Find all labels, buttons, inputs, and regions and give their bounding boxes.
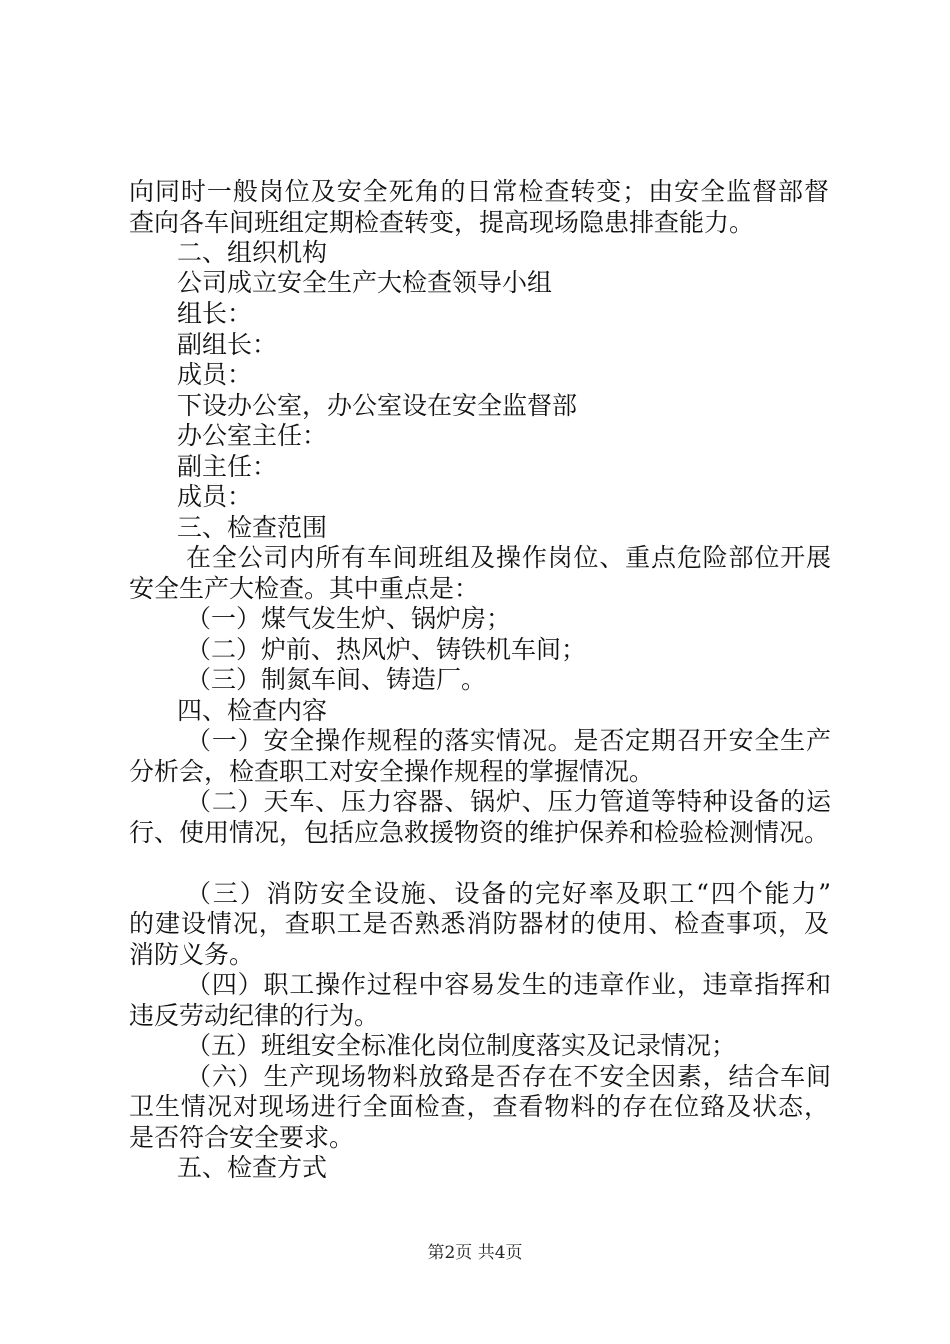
form-field-label: 成员： [177, 482, 253, 511]
paragraph-line: （六）生产现场物料放臵是否存在不安全因素，结合车间 [186, 1062, 831, 1091]
section-heading: 五、检查方式 [177, 1153, 328, 1182]
page-number-footer: 第2页 共4页 [427, 1243, 523, 1263]
section-heading: 三、检查范围 [177, 513, 328, 542]
section-heading: 二、组织机构 [177, 238, 328, 267]
form-field-label: 办公室主任： [177, 421, 328, 450]
paragraph-line: 在全公司内所有车间班组及操作岗位、重点危险部位开展 [186, 543, 831, 572]
form-field-label: 副组长： [177, 330, 278, 359]
paragraph-line: （四）职工操作过程中容易发生的违章作业，违章指挥和 [186, 970, 831, 999]
paragraph-line: （二）天车、压力容器、锅炉、压力管道等特种设备的运 [186, 787, 831, 816]
paragraph-line: （一）安全操作规程的落实情况。是否定期召开安全生产 [186, 726, 831, 755]
paragraph-line: 行、使用情况，包括应急救援物资的维护保养和检验检测情况。 [129, 818, 830, 847]
paragraph-line: 公司成立安全生产大检查领导小组 [177, 268, 553, 297]
paragraph-line: 查向各车间班组定期检查转变，提高现场隐患排查能力。 [129, 208, 755, 237]
paragraph-line: 是否符合安全要求。 [129, 1123, 355, 1152]
paragraph-line: 下设办公室，办公室设在安全监督部 [177, 391, 578, 420]
paragraph-line: （五）班组安全标准化岗位制度落实及记录情况； [186, 1031, 737, 1060]
form-field-label: 成员： [177, 360, 253, 389]
paragraph-line: 消防义务。 [129, 940, 255, 969]
paragraph-line: 的建设情况，查职工是否熟悉消防器材的使用、检查事项，及 [129, 909, 829, 938]
paragraph-line: 向同时一般岗位及安全死角的日常检查转变；由安全监督部督 [129, 177, 829, 206]
paragraph-line: （三）消防安全设施、设备的完好率及职工“四个能力” [186, 879, 831, 908]
list-item: （二）炉前、热风炉、铸铁机车间； [186, 635, 587, 664]
paragraph-line: 卫生情况对现场进行全面检查，查看物料的存在位臵及状态， [129, 1092, 829, 1121]
paragraph-line: 安全生产大检查。其中重点是： [129, 574, 480, 603]
form-field-label: 组长： [177, 299, 253, 328]
form-field-label: 副主任： [177, 452, 278, 481]
list-item: （三）制氮车间、铸造厂。 [186, 665, 487, 694]
list-item: （一）煤气发生炉、锅炉房； [186, 604, 512, 633]
paragraph-line: 违反劳动纪律的行为。 [129, 1001, 380, 1030]
paragraph-line: 分析会，检查职工对安全操作规程的掌握情况。 [129, 757, 655, 786]
section-heading: 四、检查内容 [177, 696, 328, 725]
